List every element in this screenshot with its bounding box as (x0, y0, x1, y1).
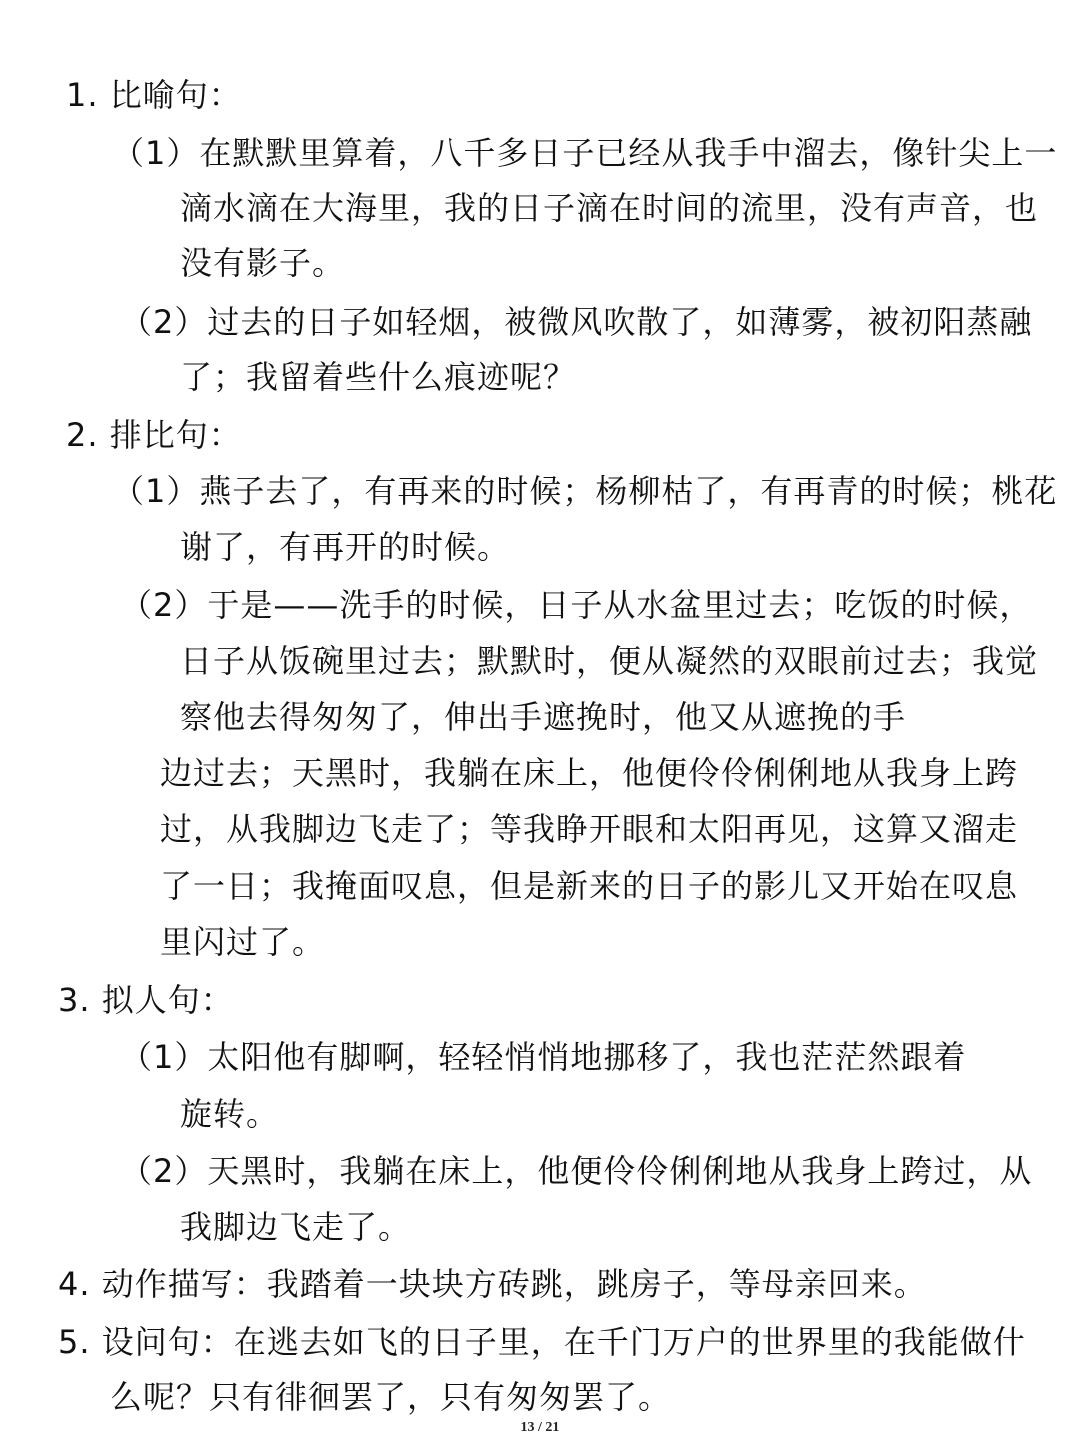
section-2-item-2-line-5: 过，从我脚边飞走了；等我睁开眼和太阳再见，这算又溜走 (160, 810, 1019, 848)
section-3-heading: 3. 拟人句： (58, 981, 234, 1019)
section-2-item-1-line-1: （1）燕子去了，有再来的时候；杨柳枯了，有再青的时候；桃花 (112, 472, 1058, 510)
section-2-item-2-line-1: （2）于是——洗手的时候，日子从水盆里过去；吃饭的时候， (120, 586, 1033, 624)
section-1-item-2-line-2: 了；我留着些什么痕迹呢？ (180, 358, 577, 396)
section-1-item-1-line-2: 滴水滴在大海里，我的日子滴在时间的流里，没有声音，也 (180, 189, 1039, 227)
section-5-line-2: 么呢？只有徘徊罢了，只有匆匆罢了。 (110, 1378, 672, 1416)
section-2-item-2-line-4: 边过去；天黑时，我躺在床上，他便伶伶俐俐地从我身上跨 (160, 754, 1019, 792)
section-2-item-2-line-7: 里闪过了。 (160, 923, 326, 961)
section-3-item-1-line-1: （1）太阳他有脚啊，轻轻悄悄地挪移了，我也茫茫然跟着 (120, 1038, 967, 1076)
section-4-heading: 4. 动作描写：我踏着一块块方砖跳，跳房子，等母亲回来。 (58, 1265, 927, 1303)
section-5-heading: 5. 设问句：在逃去如飞的日子里，在千门万户的世界里的我能做什 (58, 1323, 1026, 1361)
section-3-item-2-line-2: 我脚边飞走了。 (180, 1208, 412, 1246)
section-1-heading: 1. 比喻句： (66, 76, 242, 114)
section-2-item-2-line-3: 察他去得匆匆了，伸出手遮挽时，他又从遮挽的手 (180, 698, 907, 736)
section-2-item-2-line-6: 了一日；我掩面叹息，但是新来的日子的影儿又开始在叹息 (160, 867, 1019, 905)
section-3-item-2-line-1: （2）天黑时，我躺在床上，他便伶伶俐俐地从我身上跨过，从 (120, 1152, 1033, 1190)
section-1-item-1-line-1: （1）在默默里算着，八千多日子已经从我手中溜去，像针尖上一 (112, 134, 1058, 172)
section-2-item-1-line-2: 谢了，有再开的时候。 (180, 528, 511, 566)
section-2-item-2-line-2: 日子从饭碗里过去；默默时，便从凝然的双眼前过去；我觉 (180, 642, 1039, 680)
section-2-heading: 2. 排比句： (66, 416, 242, 454)
section-1-item-2-line-1: （2）过去的日子如轻烟，被微风吹散了，如薄雾，被初阳蒸融 (120, 303, 1033, 341)
page-number: 13 / 21 (520, 1420, 560, 1435)
section-3-item-1-line-2: 旋转。 (180, 1095, 280, 1133)
section-1-item-1-line-3: 没有影子。 (180, 244, 346, 282)
